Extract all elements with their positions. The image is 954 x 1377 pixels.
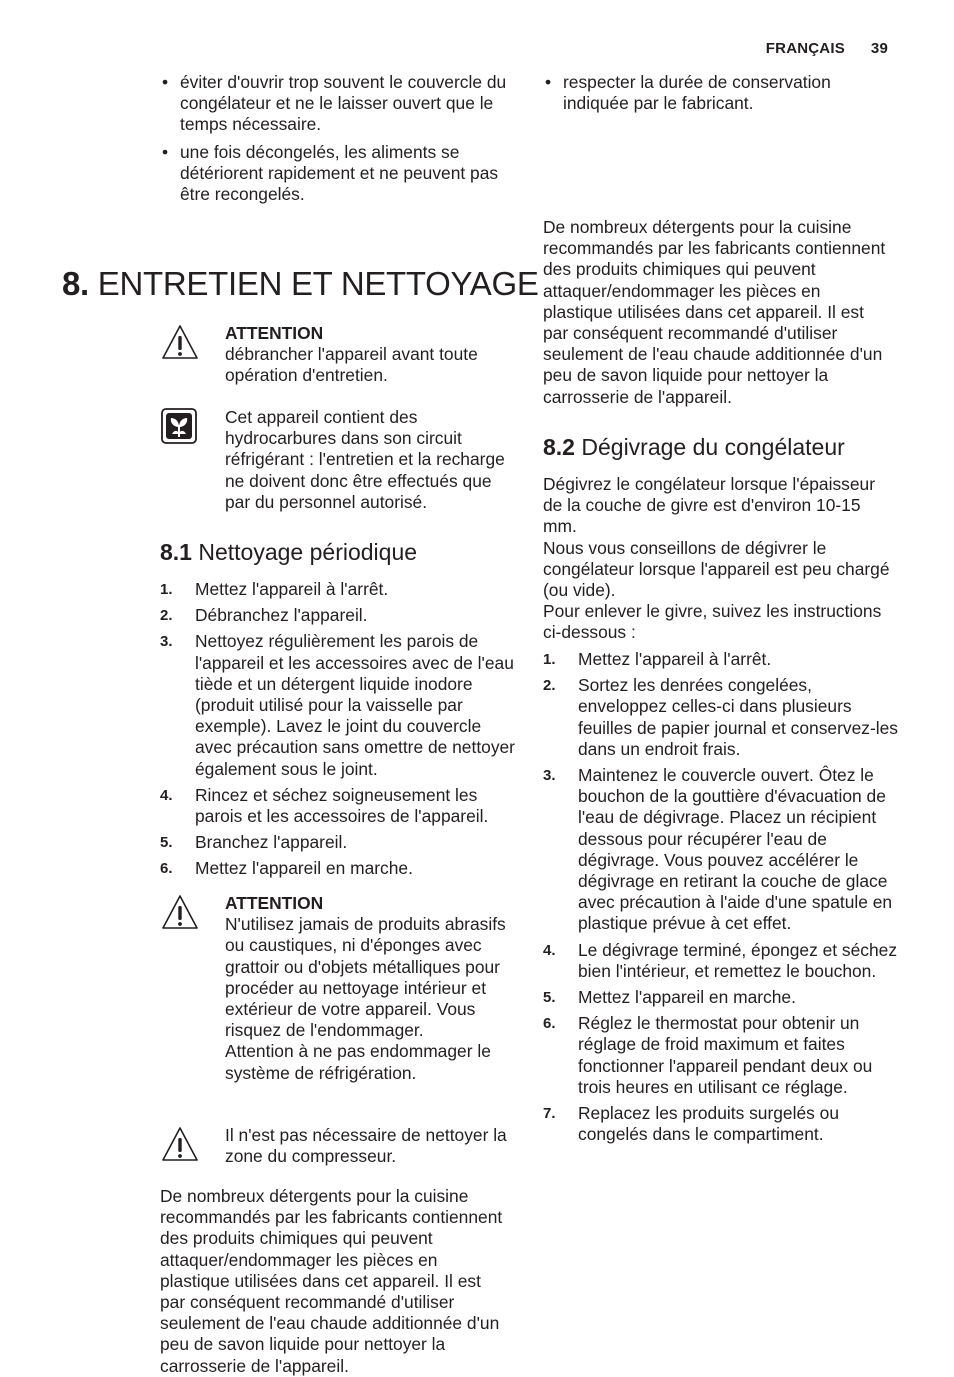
list-item: 5. Branchez l'appareil. [160, 832, 348, 853]
top-bullet-list-right [543, 72, 895, 120]
list-item: 5. Mettez l'appareil en marche. [543, 987, 796, 1008]
environment-text: Cet appareil contient des hydrocarbures dans son circuit réfrigérant : l'entretien et la recharge ne doivent donc être effectués que par du personnel autorisé. [225, 407, 505, 512]
section-heading [62, 262, 539, 306]
environment-icon [160, 407, 200, 447]
header-language: FRANÇAIS [765, 40, 845, 57]
page-header [766, 38, 888, 59]
warning-text: débrancher l'appareil avant toute opération d'entretien. [225, 344, 478, 386]
list-item: • une fois décongelés, les aliments se détériorent rapidement et ne peuvent pas être recongelés. [160, 142, 510, 206]
list-item: 1. Mettez l'appareil à l'arrêt. [543, 649, 772, 669]
detergents-paragraph-continued [543, 217, 893, 409]
list-item: 3. Maintenez le couvercle ouvert. Ôtez le bouchon de la gouttière d'évacuation de l'eau de dégivrage. Placez un récipient dessous pour récupérer l'eau de dégivrage. Vous pouvez accélérer le dégivrage en retirant la couche de glace avec précaution à l'aide d'une spatule en plastique prévue à cet effet. [543, 765, 893, 934]
page-number: 39 [870, 40, 888, 57]
intro-paragraph: Pour enlever le givre, suivez les instructions ci-dessous : [543, 601, 882, 643]
warning-title: ATTENTION [225, 893, 324, 913]
subsection-number: 8.2 [543, 434, 575, 460]
warning-title: ATTENTION [225, 323, 324, 343]
list-item: 6. Réglez le thermostat pour obtenir un réglage de froid maximum et faites fonctionner l'appareil pendant deux ou trois heures en utilisant ce réglage. [543, 1013, 873, 1097]
warning-triangle-icon [160, 323, 200, 363]
warning-triangle-icon [160, 893, 200, 933]
warning-text: N'utilisez jamais de produits abrasifs ou caustiques, ni d'éponges avec grattoir ou d'objets métalliques pour procéder au nettoyage intérieur et extérieur de votre appareil. Vous risquez de l'endommager. [225, 914, 506, 1041]
list-item: • respecter la durée de conservation indiquée par le fabricant. [543, 72, 895, 114]
intro-paragraph: Nous vous conseillons de dégivrer le congélateur lorsque l'appareil est peu chargé (ou vide). [543, 537, 890, 601]
cleaning-steps-list [160, 579, 515, 885]
subsection-title: Nettoyage périodique [198, 539, 418, 565]
defrost-steps-list [543, 649, 898, 1150]
list-item: 3. Nettoyez régulièrement les parois de l'appareil et les accessoires avec de l'eau tiède et un détergent liquide inodore (produit utilisé pour la vaisselle par exemple). Lavez le joint du couvercle avec précaution sans omettre de nettoyer également sous le joint. [160, 631, 515, 779]
list-item: 1. Mettez l'appareil à l'arrêt. [160, 579, 389, 599]
warning-text: Il n'est pas nécessaire de nettoyer la zone du compresseur. [225, 1125, 507, 1167]
detergents-paragraph-text: De nombreux détergents pour la cuisine recommandés par les fabricants contiennent des produits chimiques qui peuvent attaquer/endommager les pièces en plastique utilisées dans cet appareil. Il est par conséquent recommandé d'utiliser seulement de l'eau chaude additionnée d'un peu de savon liquide pour nettoyer la carrosserie de l'appareil. [160, 1186, 503, 1376]
list-item: 4. Rincez et séchez soigneusement les parois et les accessoires de l'appareil. [160, 784, 489, 827]
subsection-heading [543, 433, 845, 461]
top-bullet-list-left [160, 72, 510, 211]
subsection-heading [160, 538, 417, 566]
list-item: • éviter d'ouvrir trop souvent le couvercle du congélateur et ne le laisser ouvert que le temps nécessaire. [160, 72, 510, 136]
section-number: 8. [62, 265, 89, 302]
detergents-paragraph-text: De nombreux détergents pour la cuisine recommandés par les fabricants contiennent des produits chimiques qui peuvent attaquer/endommager les pièces en plastique utilisées dans cet appareil. Il est par conséquent recommandé d'utiliser seulement de l'eau chaude additionnée d'un peu de savon liquide pour nettoyer la carrosserie de l'appareil. [543, 217, 886, 407]
warning-text-2: Attention à ne pas endommager le système de réfrigération. [225, 1041, 491, 1083]
subsection-number: 8.1 [160, 539, 192, 565]
defrost-intro [543, 474, 893, 644]
detergents-paragraph [160, 1186, 510, 1376]
list-item: 6. Mettez l'appareil en marche. [160, 858, 413, 879]
list-item: 2. Débranchez l'appareil. [160, 605, 368, 626]
section-title: ENTRETIEN ET NETTOYAGE [97, 265, 539, 302]
intro-paragraph: Dégivrez le congélateur lorsque l'épaisseur de la couche de givre est d'environ 10-15 mm. [543, 474, 875, 537]
subsection-title: Dégivrage du congélateur [581, 434, 845, 460]
warning-triangle-icon [160, 1125, 200, 1165]
list-item: 7. Replacez les produits surgelés ou congelés dans le compartiment. [543, 1103, 840, 1145]
list-item: 2. Sortez les denrées congelées, enveloppez celles-ci dans plusieurs feuilles de papier journal et conservez-les dans un endroit frais. [543, 675, 898, 759]
list-item: 4. Le dégivrage terminé, épongez et séchez bien l'intérieur, et remettez le bouchon. [543, 939, 898, 981]
